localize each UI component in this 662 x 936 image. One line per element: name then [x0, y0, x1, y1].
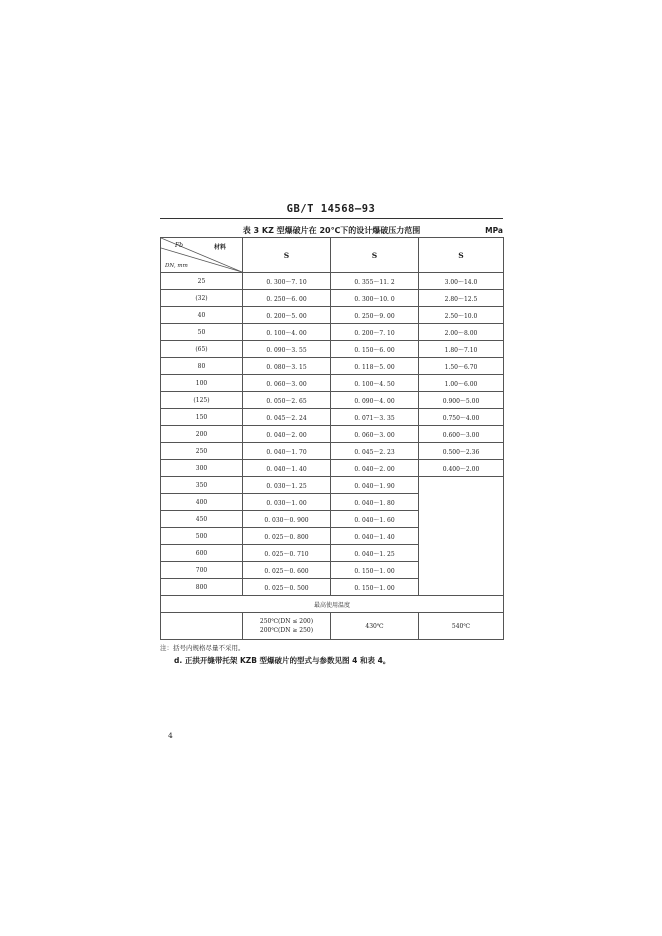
burst-pressure-table — [160, 237, 504, 640]
material-1-cell: 0. 030～1. 25 — [243, 477, 331, 494]
material-2-cell: 0. 040～1. 25 — [331, 545, 419, 562]
dn-cell: 50 — [161, 324, 243, 341]
max-temp-material-1 — [243, 613, 331, 640]
table-row — [161, 426, 504, 443]
max-temp-label-row — [161, 596, 504, 613]
page-number: 4 — [168, 731, 173, 740]
dn-cell: 600 — [161, 545, 243, 562]
material-1-cell: 0. 025～0. 600 — [243, 562, 331, 579]
max-temp-row — [161, 613, 504, 640]
material-3-cell: 1.00～6.00 — [419, 375, 504, 392]
dn-cell: 80 — [161, 358, 243, 375]
material-2-cell: 0. 060～3. 00 — [331, 426, 419, 443]
material-3-cell: 0.400～2.00 — [419, 460, 504, 477]
material-2-cell: 0. 150～1. 00 — [331, 562, 419, 579]
dn-cell: (32) — [161, 290, 243, 307]
table-header-row — [161, 238, 504, 273]
dn-cell: 500 — [161, 528, 243, 545]
material-3-cell: 0.600～3.00 — [419, 426, 504, 443]
material-1-cell: 0. 025～0. 800 — [243, 528, 331, 545]
material-1-cell: 0. 030～0. 900 — [243, 511, 331, 528]
dn-cell: 150 — [161, 409, 243, 426]
material-3-cell: 1.80～7.10 — [419, 341, 504, 358]
material-1-cell: 0. 100～4. 00 — [243, 324, 331, 341]
material-2-cell: 0. 118～5. 00 — [331, 358, 419, 375]
dn-cell: (65) — [161, 341, 243, 358]
material-1-cell: 0. 200～5. 00 — [243, 307, 331, 324]
dn-cell: 350 — [161, 477, 243, 494]
dn-cell: 25 — [161, 273, 243, 290]
corner-material-label: 材料 — [213, 244, 226, 251]
max-temp-material-2: 430℃ — [331, 613, 419, 640]
dn-cell: 200 — [161, 426, 243, 443]
material-2-cell: 0. 300～10. 0 — [331, 290, 419, 307]
material-1-cell: 0. 090～3. 55 — [243, 341, 331, 358]
table-note: 注：括号内规格尽量不采用。 — [160, 644, 245, 652]
material-2-cell: 0. 250～9. 00 — [331, 307, 419, 324]
dn-cell: 300 — [161, 460, 243, 477]
material-header-3: S — [419, 238, 504, 273]
dn-cell: (125) — [161, 392, 243, 409]
material-2-cell: 0. 071～3. 35 — [331, 409, 419, 426]
table-row — [161, 443, 504, 460]
corner-dn-label: DN, mm — [165, 263, 188, 269]
table-title: 表 3 KZ 型爆破片在 20℃下的设计爆破压力范围 — [242, 226, 421, 235]
dn-cell: 250 — [161, 443, 243, 460]
material-1-cell: 0. 040～2. 00 — [243, 426, 331, 443]
material-2-cell: 0. 045～2. 23 — [331, 443, 419, 460]
material-2-cell: 0. 150～6. 00 — [331, 341, 419, 358]
material-1-cell: 0. 025～0. 500 — [243, 579, 331, 596]
dn-cell: 800 — [161, 579, 243, 596]
material-3-cell: 1.50～6.70 — [419, 358, 504, 375]
table-row — [161, 358, 504, 375]
table-row — [161, 341, 504, 358]
material-3-cell: 0.750～4.00 — [419, 409, 504, 426]
material-3-cell: 0.900～5.00 — [419, 392, 504, 409]
material-3-empty-cell — [419, 477, 504, 596]
material-1-cell: 0. 030～1. 00 — [243, 494, 331, 511]
dn-cell: 700 — [161, 562, 243, 579]
material-3-cell: 2.50～10.0 — [419, 307, 504, 324]
header-rule — [160, 218, 503, 219]
table-row — [161, 392, 504, 409]
material-1-cell: 0. 040～1. 40 — [243, 460, 331, 477]
max-temp-label: 最高使用温度 — [161, 596, 504, 613]
material-2-cell: 0. 355～11. 2 — [331, 273, 419, 290]
table-unit: MPa — [485, 226, 503, 235]
table-row — [161, 409, 504, 426]
material-2-cell: 0. 150～1. 00 — [331, 579, 419, 596]
page-header-standard-code: GB/T 14568—93 — [286, 203, 376, 215]
dn-cell: 400 — [161, 494, 243, 511]
material-1-cell: 0. 045～2. 24 — [243, 409, 331, 426]
table-row — [161, 307, 504, 324]
material-2-cell: 0. 090～4. 00 — [331, 392, 419, 409]
material-3-cell: 0.500～2.36 — [419, 443, 504, 460]
material-3-cell: 3.00～14.0 — [419, 273, 504, 290]
material-1-cell: 0. 080～3. 15 — [243, 358, 331, 375]
dn-cell: 450 — [161, 511, 243, 528]
dn-cell: 100 — [161, 375, 243, 392]
max-temp-material-3: 540℃ — [419, 613, 504, 640]
material-1-cell: 0. 040～1. 70 — [243, 443, 331, 460]
table-body — [161, 273, 504, 596]
material-1-cell: 0. 300～7. 10 — [243, 273, 331, 290]
material-2-cell: 0. 040～1. 80 — [331, 494, 419, 511]
material-header-2: S — [331, 238, 419, 273]
table-row — [161, 375, 504, 392]
table-row — [161, 273, 504, 290]
corner-header-cell — [161, 238, 243, 273]
material-header-1: S — [243, 238, 331, 273]
dn-cell: 40 — [161, 307, 243, 324]
table-row — [161, 477, 504, 494]
body-paragraph: d. 正拱开缝带托架 KZB 型爆破片的型式与参数见图 4 和表 4。 — [174, 656, 391, 665]
material-2-cell: 0. 040～1. 40 — [331, 528, 419, 545]
material-2-cell: 0. 040～1. 90 — [331, 477, 419, 494]
material-3-cell: 2.00～8.00 — [419, 324, 504, 341]
max-temp-blank-cell — [161, 613, 243, 640]
table-row — [161, 290, 504, 307]
max-temp-line-1: 250℃(DN ≤ 200) — [259, 618, 314, 625]
material-2-cell: 0. 040～2. 00 — [331, 460, 419, 477]
material-1-cell: 0. 060～3. 00 — [243, 375, 331, 392]
table-row — [161, 460, 504, 477]
material-1-cell: 0. 025～0. 710 — [243, 545, 331, 562]
material-1-cell: 0. 250～6. 00 — [243, 290, 331, 307]
table-row — [161, 324, 504, 341]
material-2-cell: 0. 200～7. 10 — [331, 324, 419, 341]
material-2-cell: 0. 040～1. 60 — [331, 511, 419, 528]
corner-fp-label: Fb — [175, 242, 184, 249]
material-3-cell: 2.80～12.5 — [419, 290, 504, 307]
max-temp-line-2: 200℃(DN ≥ 250) — [259, 627, 314, 634]
material-1-cell: 0. 050～2. 65 — [243, 392, 331, 409]
material-2-cell: 0. 100～4. 50 — [331, 375, 419, 392]
